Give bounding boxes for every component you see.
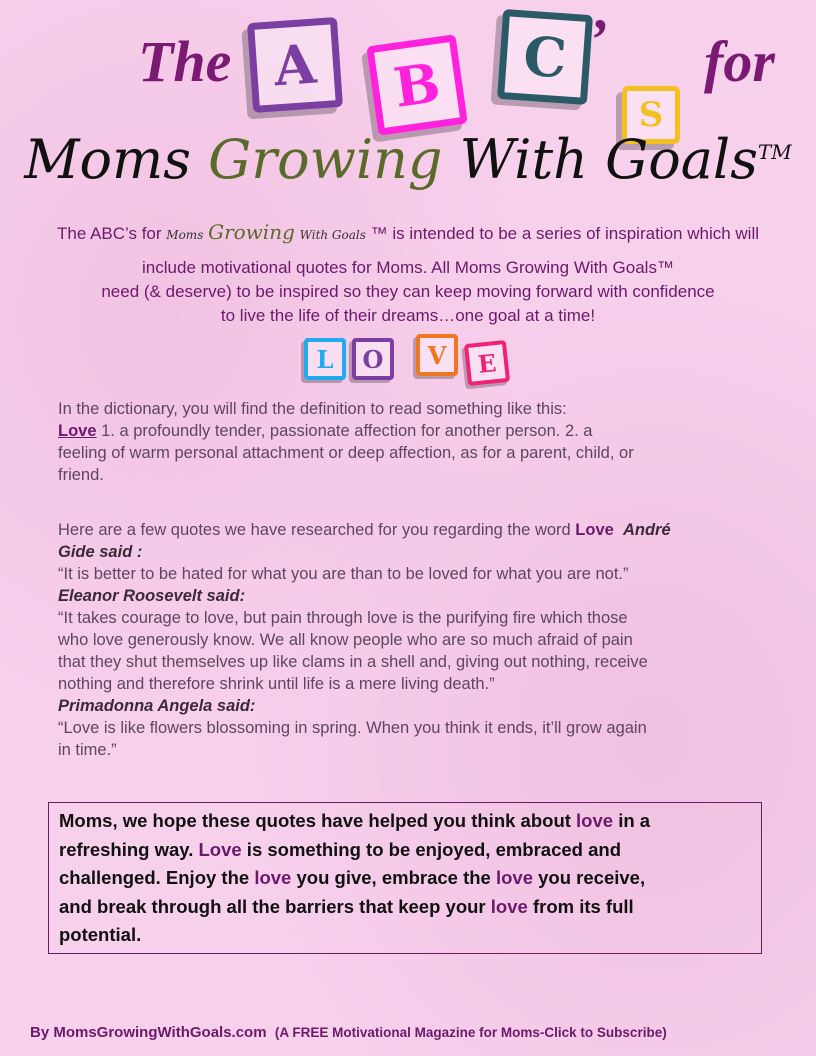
closing-box: Moms, we hope these quotes have helped you think about love in a refreshing way. Love is something to be enjoyed, embraced and challenged. Enjoy the love you give, embrace the love you receive, and break through all the barriers that keep your love from its full potential. [48, 802, 762, 954]
quotes: Here are a few quotes we have researched for you regarding the word Love André Gide said : “It is better to be hated for what you are than to be loved for what you are not.” Eleanor Roosevelt said: “It takes courage to love, but pain through love is the purifying fire which those who love generously know. We all know people who are so much afraid of pain that they shut themselves up like clams in a shell and, giving out nothing, receive nothing and therefore shrink until life is a mere living death.” Primadonna Angela said: “Love is like flowers blossoming in spring. When you think it ends, it’ll grow again in time.” [58, 521, 671, 759]
title-for: for [704, 29, 775, 94]
intro-line-3: need (& deserve) to be inspired so they can keep moving forward with confidence [101, 282, 715, 301]
block-a: A [247, 17, 343, 113]
subtitle: Moms Growing With Goals™ [24, 128, 792, 191]
definition: In the dictionary, you will find the definition to read something like this: Love 1. a profoundly tender, passionate affection for another person. 2. a feeling of warm personal attachment or deep affection, as for a parent, child, or friend. [58, 400, 634, 484]
title-apostrophe: ’ [588, 7, 608, 72]
intro-line-1: The ABC’s for Moms Growing With Goals ™ is intended to be a series of inspiration which will [56, 220, 760, 244]
title-the: The [138, 29, 232, 94]
block-b: B [366, 34, 468, 136]
love-block-l: L [304, 338, 346, 380]
love-block-o: O [352, 338, 394, 380]
block-s: S [622, 86, 680, 144]
footer-subscribe-link[interactable]: By MomsGrowingWithGoals.com (A FREE Motivational Magazine for Moms-Click to Subscribe) [30, 1024, 667, 1041]
love-block-v: V [416, 334, 458, 376]
intro-line-4: to live the life of their dreams…one goal at a time! [220, 306, 596, 325]
intro-line-2: include motivational quotes for Moms. All Moms Growing With Goals™ [142, 258, 674, 277]
love-block-e: E [464, 340, 510, 386]
block-c: C [497, 9, 593, 105]
love-word: Love [58, 422, 97, 440]
